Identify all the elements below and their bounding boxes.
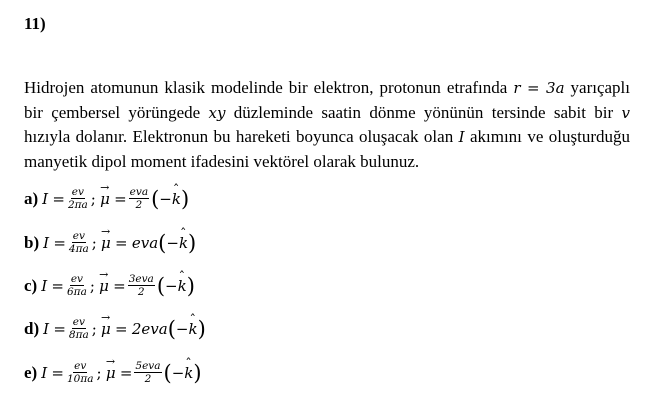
current-symbol: I — [42, 189, 49, 208]
equals-sign: = — [115, 233, 128, 252]
open-paren: ( — [167, 316, 176, 341]
minus-sign: − — [165, 276, 178, 295]
mu-vector: → μ — [99, 277, 109, 295]
k-unit-vector: ˆ k — [179, 234, 188, 252]
separator: ; — [91, 233, 97, 252]
k-unit-vector: ˆ k — [172, 190, 181, 208]
question-text-part: Hidrojen atomunun klasik modelinde bir elektron, protonun etrafında — [24, 78, 514, 97]
current-fraction — [68, 230, 90, 255]
equals-sign: = — [113, 276, 126, 295]
current-fraction — [68, 316, 90, 341]
open-paren: ( — [151, 186, 160, 211]
mu-fraction — [129, 186, 149, 211]
mu-vector: → μ — [101, 320, 111, 338]
option-b[interactable] — [24, 230, 196, 255]
question-text-part: yarıçaplı bir çembersel yörüngede — [24, 78, 630, 122]
open-paren: ( — [158, 230, 167, 255]
fraction-denominator: 10πa — [66, 373, 94, 385]
equals-sign: = — [51, 363, 64, 382]
close-paren: ) — [188, 230, 197, 255]
k-unit-vector: ˆ k — [178, 277, 187, 295]
close-paren: ) — [186, 273, 195, 298]
math-plane: xy — [208, 103, 226, 122]
equals-sign: = — [119, 363, 133, 382]
equals-sign: = — [52, 189, 65, 208]
question-text-part: hızıyla dolanır. Elektronun bu hareketi boyunca oluşacak olan — [24, 127, 459, 146]
fraction-numerator: ev — [72, 316, 85, 328]
mu-fraction — [134, 360, 161, 385]
option-e[interactable] — [24, 360, 202, 385]
fraction-numerator: 3eva — [128, 273, 154, 285]
minus-sign: − — [171, 363, 185, 382]
current-fraction — [67, 186, 89, 211]
fraction-denominator: 6πa — [66, 286, 87, 298]
k-unit-vector: ˆ k — [184, 364, 193, 382]
question-number: 11) — [24, 14, 46, 33]
mu-fraction — [128, 273, 155, 298]
equals-sign: = — [51, 276, 64, 295]
current-fraction — [66, 360, 95, 385]
current-symbol: I — [41, 276, 48, 295]
fraction-denominator: 2 — [144, 373, 152, 385]
math-radius: r = 3a — [513, 79, 565, 97]
fraction-denominator: 2 — [135, 199, 143, 211]
option-label: b) — [24, 232, 40, 252]
question-text — [24, 76, 630, 173]
minus-sign: − — [166, 233, 179, 252]
option-label: e) — [24, 362, 38, 382]
mu-vector: → μ — [101, 234, 111, 252]
equals-sign: = — [114, 189, 127, 208]
minus-sign: − — [175, 319, 189, 338]
fraction-numerator: ev — [71, 186, 84, 198]
open-paren: ( — [156, 273, 166, 298]
close-paren: ) — [180, 186, 190, 211]
math-velocity: v — [621, 103, 630, 122]
mu-vector: → μ — [106, 364, 116, 382]
option-c[interactable] — [24, 273, 195, 298]
fraction-denominator: 2πa — [67, 199, 88, 211]
current-symbol: I — [43, 233, 50, 252]
current-fraction — [66, 273, 88, 298]
math-current: I — [458, 128, 465, 146]
separator: ; — [96, 363, 102, 382]
mu-expression: 2eva — [131, 319, 168, 338]
open-paren: ( — [163, 360, 172, 385]
option-d[interactable] — [24, 316, 206, 341]
mu-vector: → μ — [100, 190, 110, 208]
option-label: c) — [24, 275, 38, 295]
fraction-numerator: ev — [70, 273, 83, 285]
fraction-numerator: ev — [74, 360, 87, 372]
minus-sign: − — [159, 189, 172, 208]
question-text-part: düzleminde saatin dönme yönünün tersinde sabit bir — [225, 102, 622, 122]
equals-sign: = — [53, 233, 66, 252]
close-paren: ) — [193, 360, 202, 385]
close-paren: ) — [197, 316, 206, 341]
fraction-numerator: eva — [129, 186, 149, 198]
fraction-numerator: ev — [72, 230, 85, 242]
separator: ; — [91, 319, 97, 338]
separator: ; — [90, 189, 96, 208]
option-a[interactable] — [24, 186, 189, 211]
equals-sign: = — [115, 319, 128, 338]
option-label: d) — [24, 318, 40, 338]
separator: ; — [89, 276, 95, 295]
mu-expression: eva — [131, 233, 159, 252]
fraction-denominator: 2 — [137, 286, 145, 298]
equals-sign: = — [53, 319, 66, 338]
fraction-denominator: 4πa — [68, 243, 89, 255]
fraction-denominator: 8πa — [68, 329, 89, 341]
question-text-part: akımını ve oluşturduğu manyetik dipol moment ifadesini vektörel olarak bulunuz. — [24, 127, 630, 171]
fraction-numerator: 5eva — [135, 360, 161, 372]
current-symbol: I — [43, 319, 50, 338]
option-label: a) — [24, 188, 39, 208]
k-unit-vector: ˆ k — [189, 320, 198, 338]
current-symbol: I — [41, 363, 48, 382]
